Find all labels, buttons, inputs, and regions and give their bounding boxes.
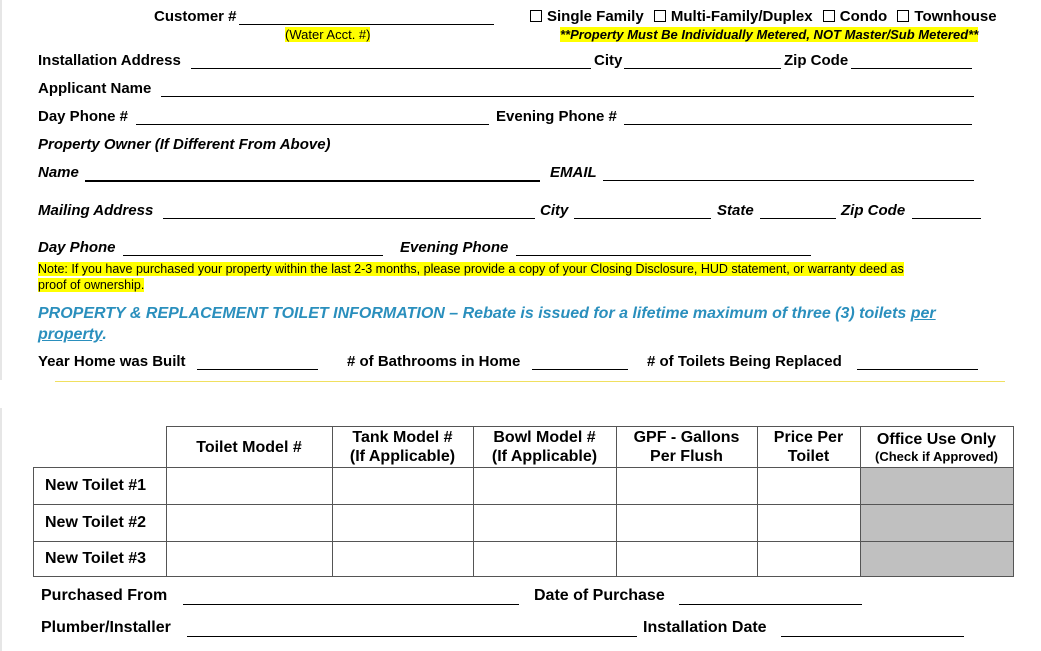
plumber-installer-field[interactable] (187, 636, 637, 637)
toilets-replaced-field[interactable] (857, 369, 978, 370)
condo-checkbox[interactable] (823, 10, 835, 22)
mailing-state-field[interactable] (760, 218, 836, 219)
installation-address-field[interactable] (191, 68, 591, 69)
table-row (34, 542, 1014, 577)
day-phone-label: Day Phone # (38, 108, 129, 125)
purchased-from-label: Purchased From (41, 587, 168, 604)
date-of-purchase-label: Date of Purchase (534, 587, 665, 604)
ownership-note-line-1: Note: If you have purchased your property within the last 2-3 months, please provide a copy of your Closing Disclosure, HUD statement, or warranty deed as (38, 262, 904, 276)
townhouse-option[interactable]: Townhouse (897, 8, 996, 25)
mailing-state-label: State (717, 202, 754, 219)
toilet-table (33, 426, 1014, 577)
customer-number-label: Customer # (154, 8, 237, 25)
toilet-1-office-cell (860, 468, 1013, 505)
header-toilet-model: Toilet Model # (166, 427, 332, 468)
mailing-address-field[interactable] (163, 218, 535, 219)
toilet-3-office-cell (860, 542, 1013, 577)
installation-city-field[interactable] (624, 68, 781, 69)
ownership-note (38, 261, 904, 293)
customer-number-field[interactable] (239, 24, 494, 25)
table-row (34, 468, 1014, 505)
header-price: Price Per Toilet (757, 427, 860, 468)
toilet-1-model-cell[interactable] (166, 468, 332, 505)
toilet-2-bowl-cell[interactable] (473, 505, 616, 542)
toilet-2-gpf-cell[interactable] (616, 505, 757, 542)
left-margin-bar-bottom (0, 408, 2, 651)
owner-day-phone-field[interactable] (123, 255, 383, 256)
townhouse-checkbox[interactable] (897, 10, 909, 22)
evening-phone-label: Evening Phone # (496, 108, 617, 125)
mailing-city-label: City (540, 202, 569, 219)
evening-phone-field[interactable] (624, 124, 972, 125)
toilet-3-gpf-cell[interactable] (616, 542, 757, 577)
owner-name-label: Name (38, 164, 79, 181)
property-type-options (530, 8, 997, 26)
multi-family-option[interactable]: Multi-Family/Duplex (654, 8, 813, 25)
installation-date-label: Installation Date (643, 619, 767, 636)
purchased-from-field[interactable] (183, 604, 519, 605)
multi-family-checkbox[interactable] (654, 10, 666, 22)
bathrooms-field[interactable] (532, 369, 628, 370)
header-tank-model: Tank Model # (If Applicable) (332, 427, 473, 468)
date-of-purchase-field[interactable] (679, 604, 862, 605)
table-row (34, 505, 1014, 542)
applicant-name-label: Applicant Name (38, 80, 152, 97)
row-label-toilet-3: New Toilet #3 (34, 542, 167, 577)
toilet-3-model-cell[interactable] (166, 542, 332, 577)
owner-name-field[interactable] (85, 180, 540, 182)
toilet-1-gpf-cell[interactable] (616, 468, 757, 505)
year-built-label: Year Home was Built (38, 353, 186, 370)
toilet-2-office-cell (860, 505, 1013, 542)
installation-city-label: City (594, 52, 623, 69)
applicant-name-field[interactable] (161, 96, 974, 97)
plumber-installer-label: Plumber/Installer (41, 619, 171, 636)
header-bowl-model: Bowl Model # (If Applicable) (473, 427, 616, 468)
toilet-2-tank-cell[interactable] (332, 505, 473, 542)
header-office-use: Office Use Only (Check if Approved) (860, 427, 1013, 468)
mailing-address-label: Mailing Address (38, 202, 154, 219)
toilet-1-bowl-cell[interactable] (473, 468, 616, 505)
row-label-toilet-2: New Toilet #2 (34, 505, 167, 542)
table-corner-cell (34, 427, 167, 468)
owner-evening-phone-field[interactable] (516, 255, 811, 256)
toilet-3-bowl-cell[interactable] (473, 542, 616, 577)
table-header-row (34, 427, 1014, 468)
installation-zip-label: Zip Code (784, 52, 849, 69)
row-label-toilet-1: New Toilet #1 (34, 468, 167, 505)
owner-email-label: EMAIL (550, 164, 597, 181)
owner-day-phone-label: Day Phone (38, 239, 116, 256)
single-family-option[interactable]: Single Family (530, 8, 644, 25)
day-phone-field[interactable] (136, 124, 489, 125)
installation-address-label: Installation Address (38, 52, 181, 69)
bathrooms-label: # of Bathrooms in Home (347, 353, 521, 370)
owner-email-field[interactable] (603, 180, 974, 181)
mailing-zip-field[interactable] (912, 218, 981, 219)
toilet-1-price-cell[interactable] (757, 468, 860, 505)
mailing-city-field[interactable] (574, 218, 711, 219)
toilet-3-tank-cell[interactable] (332, 542, 473, 577)
metering-note: **Property Must Be Individually Metered, NOT Master/Sub Metered** (560, 27, 979, 42)
toilet-3-price-cell[interactable] (757, 542, 860, 577)
installation-date-field[interactable] (781, 636, 964, 637)
condo-option[interactable]: Condo (823, 8, 887, 25)
installation-zip-field[interactable] (851, 68, 972, 69)
ownership-note-line-2: proof of ownership. (38, 278, 145, 292)
toilet-1-tank-cell[interactable] (332, 468, 473, 505)
toilet-2-model-cell[interactable] (166, 505, 332, 542)
toilet-2-price-cell[interactable] (757, 505, 860, 542)
header-gpf: GPF - Gallons Per Flush (616, 427, 757, 468)
section-separator (55, 381, 1005, 382)
property-owner-heading: Property Owner (If Different From Above) (38, 136, 331, 153)
toilets-replaced-label: # of Toilets Being Replaced (647, 353, 842, 370)
left-margin-bar-top (0, 0, 2, 380)
mailing-zip-label: Zip Code (841, 202, 906, 219)
year-built-field[interactable] (197, 369, 318, 370)
single-family-checkbox[interactable] (530, 10, 542, 22)
water-account-note: (Water Acct. #) (285, 27, 371, 42)
owner-evening-phone-label: Evening Phone (400, 239, 509, 256)
toilet-info-title: PROPERTY & REPLACEMENT TOILET INFORMATION – Rebate is issued for a lifetime maximum of three (3) toilets per property. (38, 305, 936, 343)
